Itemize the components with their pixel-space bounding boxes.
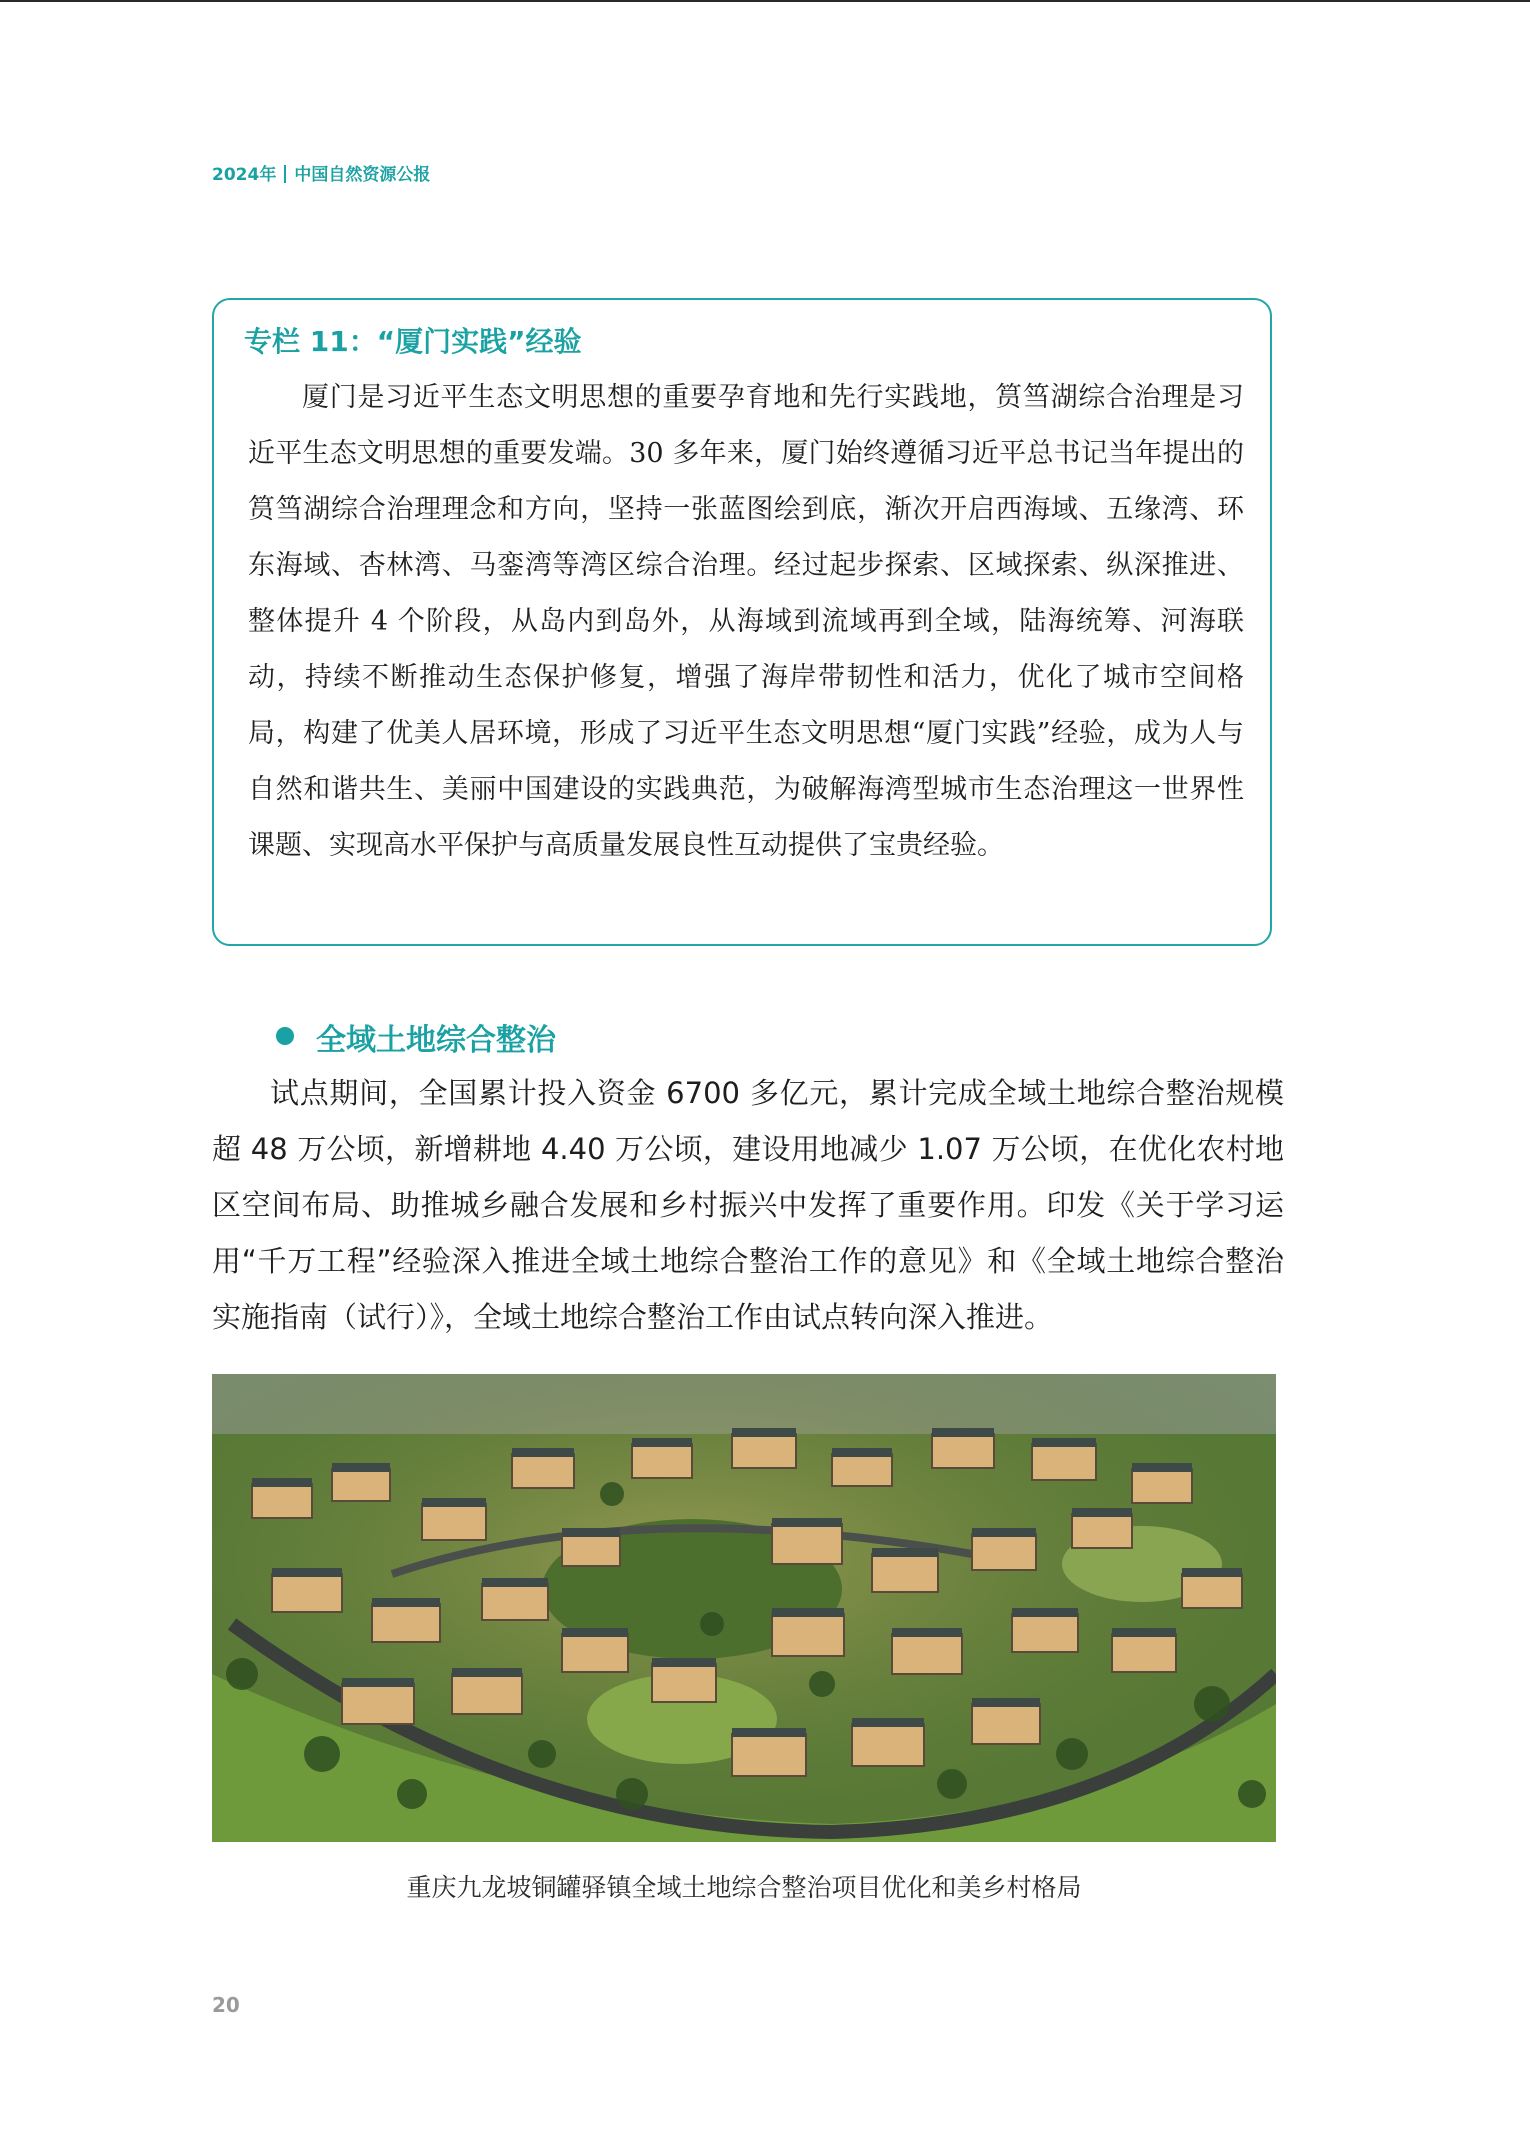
bullet-dot-icon: [276, 1027, 294, 1045]
header-year: 2024年: [212, 165, 277, 185]
photo-illustration: [212, 1374, 1276, 1842]
section-paragraph: 试点期间，全国累计投入资金 6700 多亿元，累计完成全域土地综合整治规模超 48 万公顷，新增耕地 4.40 万公顷，建设用地减少 1.07 万公顷，在优化农村地区空间布局、助推城乡融合发展和乡村振兴中发挥了重要作用。印发《关于学习运用“千万工程”经验深入推进全域土地综合整治工作的意见》和《全域土地综合整治实施指南（试行）》，全域土地综合整治工作由试点转向深入推进。: [212, 1076, 1284, 1334]
header-publication: 中国自然资源公报: [294, 165, 431, 185]
running-header: [212, 160, 430, 186]
figure-caption: 重庆九龙坡铜罐驿镇全域土地综合整治项目优化和美乡村格局: [406, 1873, 1082, 1902]
sidebar-box-title: 专栏 11：“厦门实践”经验: [244, 325, 582, 358]
top-rule: [0, 0, 1530, 2]
section-title: 全域土地综合整治: [316, 1023, 556, 1058]
header-separator: [284, 165, 286, 183]
sidebar-box: [212, 298, 1272, 946]
village-aerial-photo: [212, 1374, 1276, 1842]
page-number: 20: [212, 1993, 240, 2017]
sidebar-box-body: 厦门是习近平生态文明思想的重要孕育地和先行实践地，筼筜湖综合治理是习近平生态文明思想的重要发端。30 多年来，厦门始终遵循习近平总书记当年提出的筼筜湖综合治理理念和方向，坚持一张蓝图绘到底，渐次开启西海域、五缘湾、环东海域、杏林湾、马銮湾等湾区综合治理。经过起步探索、区域探索、纵深推进、整体提升 4 个阶段，从岛内到岛外，从海域到流域再到全域，陆海统筹、河海联动，持续不断推动生态保护修复，增强了海岸带韧性和活力，优化了城市空间格局，构建了优美人居环境，形成了习近平生态文明思想“厦门实践”经验，成为人与自然和谐共生、美丽中国建设的实践典范，为破解海湾型城市生态治理这一世界性课题、实现高水平保护与高质量发展良性互动提供了宝贵经验。: [248, 382, 1244, 861]
